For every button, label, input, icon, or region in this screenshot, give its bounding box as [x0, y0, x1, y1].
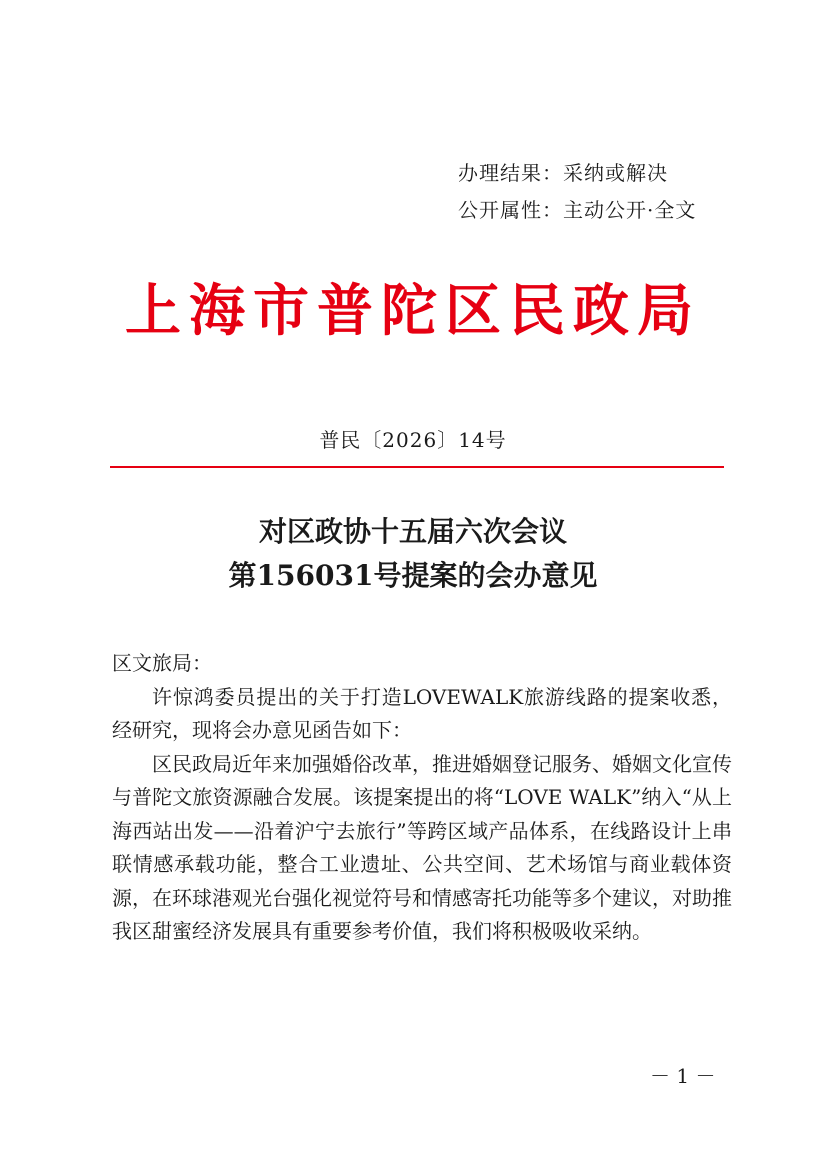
document-title	[0, 510, 826, 598]
addressee: 区文旅局：	[112, 651, 212, 675]
disclosure-attribute: 公开属性：主动公开·全文	[458, 198, 697, 222]
body-paragraph-2: 区民政局近年来加强婚俗改革，推进婚姻登记服务、婚姻文化宣传与普陀文旅资源融合发展。该提案提出的将“LOVE WALK”纳入“从上海西站出发——沿着沪宁去旅行”等跨区域产品体系，在线路设计上串联情感承载功能，整合工业遗址、公共空间、艺术场馆与商业载体资源，在环球港观光台强化视觉符号和情感寄托功能等多个建议，对助推我区甜蜜经济发展具有重要参考价值，我们将积极吸收采纳。	[112, 751, 732, 943]
title-line-1: 对区政协十五届六次会议	[258, 515, 567, 548]
document-meta	[458, 155, 696, 229]
red-divider	[110, 466, 724, 468]
agency-header: 上海市普陀区民政局	[125, 278, 701, 344]
document-body	[112, 647, 732, 949]
document-number: 普民〔2026〕14号	[319, 428, 507, 452]
page-number: － 1 －	[650, 1064, 716, 1088]
handling-result: 办理结果：采纳或解决	[458, 161, 668, 185]
title-line-2: 第156031号提案的会办意见	[228, 559, 598, 592]
body-paragraph-1: 许惊鸿委员提出的关于打造LOVEWALK旅游线路的提案收悉，经研究，现将会办意见函告如下：	[112, 684, 732, 742]
